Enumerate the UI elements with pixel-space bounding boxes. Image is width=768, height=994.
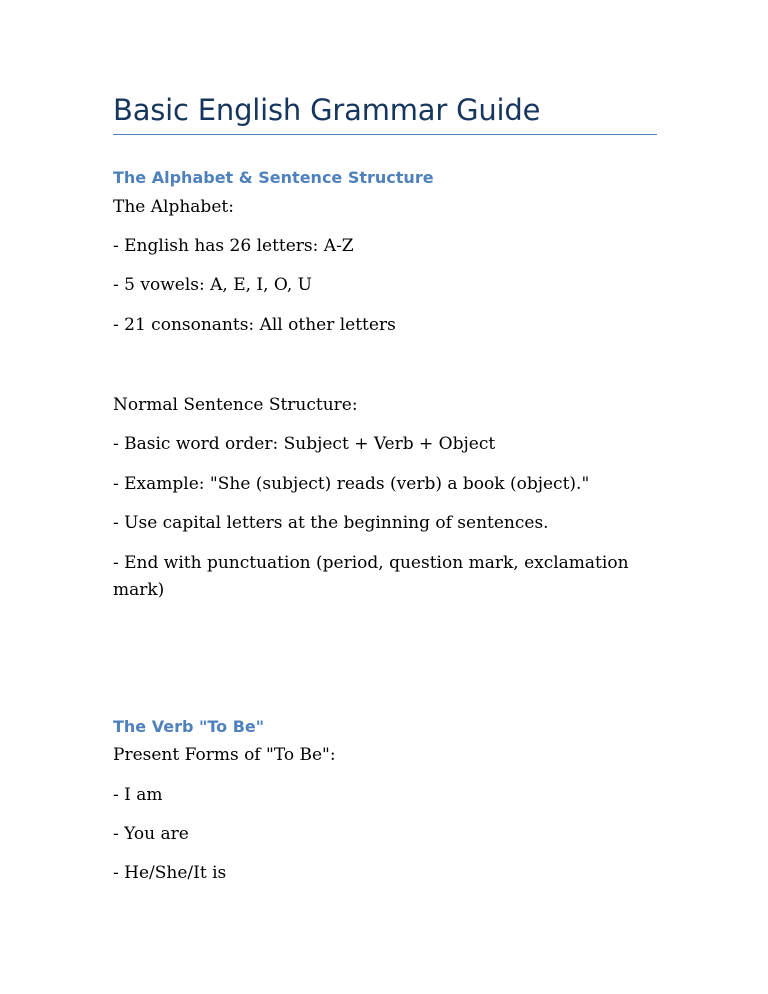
list-item-punctuation: - End with punctuation (period, question mark, exclamation mark) xyxy=(113,553,629,600)
list-item-example: - Example: "She (subject) reads (verb) a book (object)." xyxy=(113,474,590,494)
section-heading-to-be: The Verb "To Be" xyxy=(113,717,265,736)
list-item-vowels: - 5 vowels: A, E, I, O, U xyxy=(113,275,313,295)
list-item-word-order: - Basic word order: Subject + Verb + Object xyxy=(113,434,496,454)
title-underline xyxy=(113,134,657,135)
list-item-letters: - English has 26 letters: A-Z xyxy=(113,236,354,256)
paragraph-alphabet-label: The Alphabet: xyxy=(113,197,234,217)
paragraph-sentence-structure-label: Normal Sentence Structure: xyxy=(113,395,358,415)
list-item-i-am: - I am xyxy=(113,785,163,805)
paragraph-to-be-label: Present Forms of "To Be": xyxy=(113,745,336,765)
document-title: Basic English Grammar Guide xyxy=(113,93,541,127)
list-item-capital-letters: - Use capital letters at the beginning of sentences. xyxy=(113,513,549,533)
list-item-he-she-it-is: - He/She/It is xyxy=(113,863,227,883)
section-heading-alphabet: The Alphabet & Sentence Structure xyxy=(113,168,434,187)
list-item-consonants: - 21 consonants: All other letters xyxy=(113,315,396,335)
list-item-you-are: - You are xyxy=(113,824,189,844)
